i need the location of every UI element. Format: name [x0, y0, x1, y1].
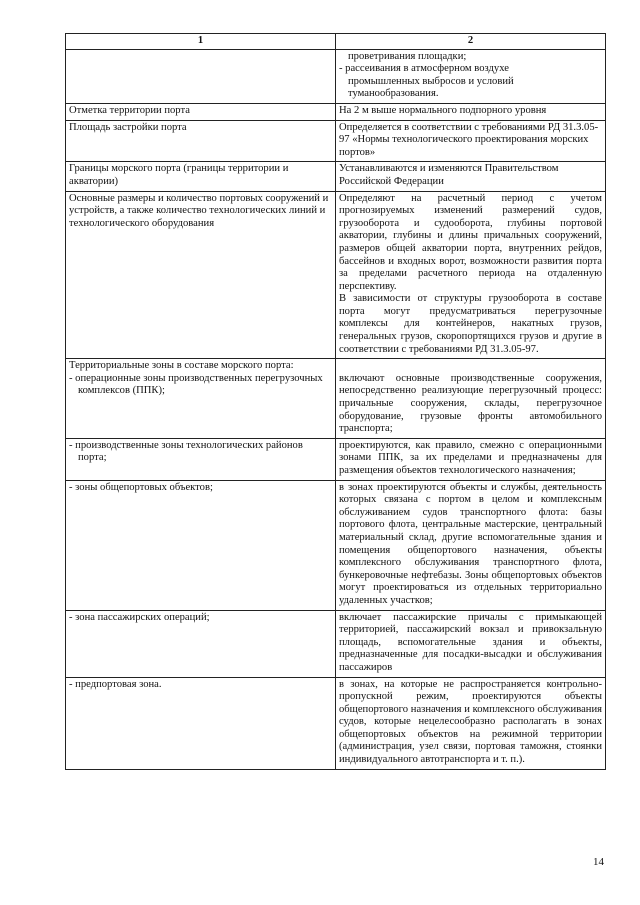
left-cell [66, 610, 336, 677]
right-cell: На 2 м выше нормального подпорного уровня [336, 103, 606, 120]
continuation-line: промышленных выбросов и условий [348, 75, 514, 87]
left-cell: Площадь застройки порта [66, 120, 336, 162]
document-table [65, 33, 606, 770]
zones-title: Территориальные зоны в составе морского порта: [69, 360, 294, 372]
right-cell [336, 359, 606, 439]
column-header-2: 2 [336, 34, 606, 50]
table-row [66, 438, 606, 480]
table-row [66, 120, 606, 162]
table-row [66, 191, 606, 359]
column-header-1: 1 [66, 34, 336, 50]
zone-name: - зона пассажирских операций; [69, 611, 210, 623]
right-cell: в зонах, на которые не распространяется контрольно-пропускной режим, проектируются объекты общепортового назначения и комплексного обслуживания судов, которые нецелесообразно располагать в зонах общепортовых объектов на режимной территории (администрация, узел связи, портовая таможня, стоянки индивидуального автотранспорта и т. п.). [336, 677, 606, 769]
right-cell [336, 49, 606, 103]
left-cell: Основные размеры и количество портовых сооружений и устройств, а также количество технологических линий и технологического оборудования [66, 191, 336, 359]
paragraph: В зависимости от структуры грузооборота в составе порта могут предусматриваться перегрузочные комплексы для контейнеров, накатных грузов, генеральных грузов, скоропортящихся грузов и другие в соответствии с требованиями РД 31.3.05-97. [339, 293, 602, 355]
table-row [66, 103, 606, 120]
zone-name: - производственные зоны технологических районов порта; [69, 439, 303, 464]
zone-name: - зоны общепортовых объектов; [69, 481, 213, 493]
page-number: 14 [593, 856, 604, 868]
left-cell [66, 49, 336, 103]
right-cell: Устанавливаются и изменяются Правительством Российской Федерации [336, 162, 606, 191]
right-cell: включает пассажирские причалы с примыкающей территорией, пассажирский вокзал и привокзальную площадь, вспомогательные здания и объекты, предназначенные для посадки-высадки и обслуживания пассажиров [336, 610, 606, 677]
table-row [66, 359, 606, 439]
left-cell: Отметка территории порта [66, 103, 336, 120]
table-row [66, 610, 606, 677]
paragraph: Определяют на расчетный период с учетом прогнозируемых изменений размерений судов, грузооборота и судооборота, глубины портовой акватории, глубины и длины причальных сооружений, размеров общей акватории порта, внутренних рейдов, бассейнов и входных ворот, возможности развития порта за пределами расчетного периода на отдаленную перспективу. [339, 192, 602, 292]
table-row [66, 162, 606, 191]
table-header-row [66, 34, 606, 50]
zone-name: - операционные зоны производственных перегрузочных комплексов (ППК); [69, 372, 323, 397]
continuation-line: проветривания площадки; [348, 50, 467, 62]
right-cell: в зонах проектируются объекты и службы, деятельность которых связана с портом в целом и комплексным обслуживанием судов транспортного флота: базы портового флота, центральные мастерские, центральный материальный склад, другие вспомогательные здания и помещения общепортового назначения, объекты комплексного обслуживания транспортного флота, бункеровочные нефтебазы. Зоны общепортовых объектов могут проектироваться из отдельных территориально удаленных участков; [336, 480, 606, 610]
left-cell [66, 359, 336, 439]
table-row [66, 49, 606, 103]
left-cell [66, 677, 336, 769]
left-cell: Границы морского порта (границы территории и акватории) [66, 162, 336, 191]
paragraph: включают основные производственные сооружения, непосредственно реализующие перегрузочный процесс: причальные сооружения, склады, перегрузочное оборудование, грузовые фронты автомобильного транспорта; [339, 372, 602, 435]
right-cell [336, 191, 606, 359]
table-row [66, 677, 606, 769]
continuation-line: туманообразования. [348, 88, 439, 100]
zone-name: - предпортовая зона. [69, 678, 162, 690]
continuation-line: - рассеивания в атмосферном воздухе [339, 63, 509, 75]
left-cell [66, 438, 336, 480]
right-cell: проектируются, как правило, смежно с операционными зонами ППК, за их пределами и предназначены для размещения объектов технологического назначения; [336, 438, 606, 480]
table-row [66, 480, 606, 610]
left-cell [66, 480, 336, 610]
right-cell: Определяется в соответствии с требованиями РД 31.3.05-97 «Нормы технологического проектирования морских портов» [336, 120, 606, 162]
